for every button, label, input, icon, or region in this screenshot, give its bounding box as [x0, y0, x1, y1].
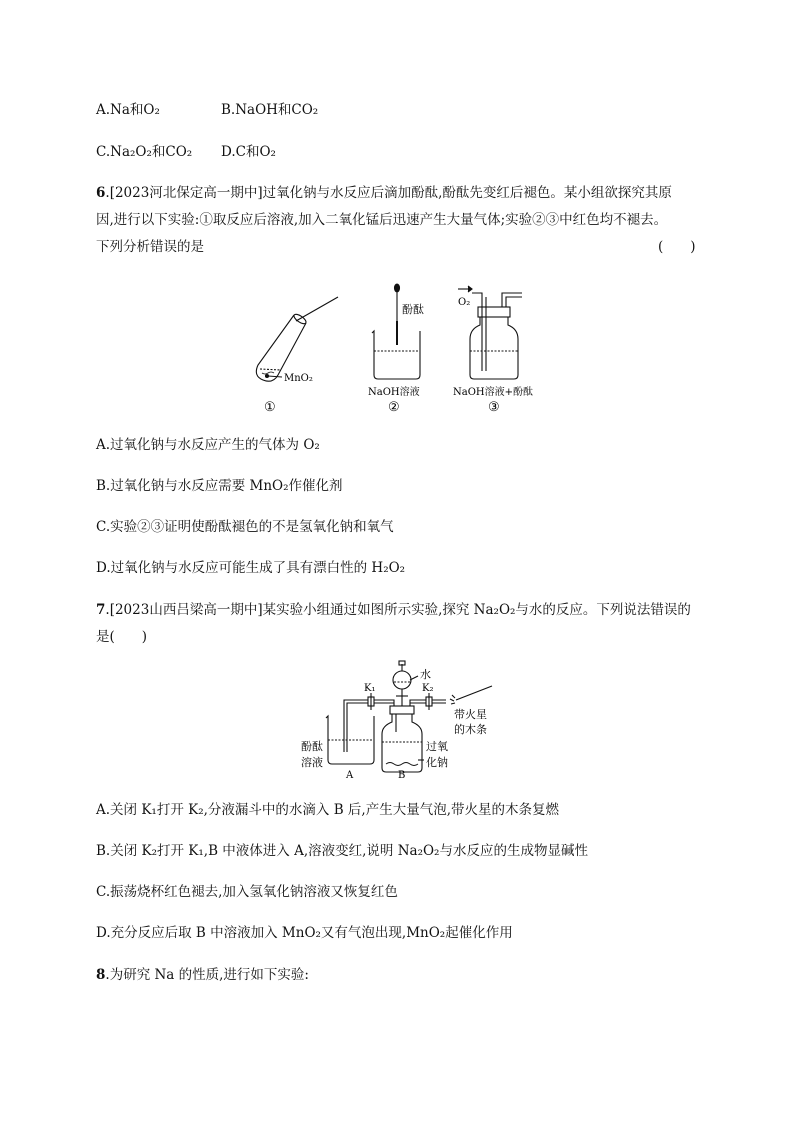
q6-option-d: D.过氧化钠与水反应可能生成了具有漂白性的 H₂O₂ — [96, 560, 406, 576]
q6-label-num1: ① — [264, 400, 276, 415]
q7-label-splint-2: 的木条 — [454, 723, 487, 736]
q5-option-c: C.Na₂O₂和CO₂ — [96, 144, 193, 160]
q6-source: .[2023河北保定高一期中] — [105, 185, 263, 201]
q5-option-a: A.Na和O₂ — [96, 102, 160, 118]
q7-label-water: 水 — [420, 668, 431, 681]
q7-option-c: C.振荡烧杯红色褪去,加入氢氧化钠溶液又恢复红色 — [96, 884, 398, 900]
q7-label-a: A — [346, 770, 354, 781]
q7-label-peroxide-2: 化钠 — [426, 756, 448, 769]
q6-option-a: A.过氧化钠与水反应产生的气体为 O₂ — [96, 437, 320, 453]
q5-option-d: D.C和O₂ — [221, 144, 276, 160]
q7-label-phenol-1: 酚酞 — [301, 740, 323, 753]
q6-label-num2: ② — [388, 400, 400, 415]
q6-label-naoh: NaOH溶液 — [368, 387, 420, 398]
q6-option-b: B.过氧化钠与水反应需要 MnO₂作催化剂 — [96, 478, 343, 494]
q7-figure — [298, 660, 498, 782]
q6-label-num3: ③ — [488, 400, 500, 415]
q6-label-naoh-phenol: NaOH溶液+酚酞 — [453, 387, 534, 398]
q6-label-phenol: 酚酞 — [402, 303, 424, 316]
q8-number: 8 — [96, 967, 106, 983]
q7-source: .[2023山西吕梁高一期中] — [105, 602, 263, 618]
q6-stem-line3: 下列分析错误的是 — [96, 239, 204, 255]
q6-stem-text: 过氧化钠与水反应后滴加酚酞,酚酞先变红后褪色。某小组欲探究其原 — [262, 185, 672, 201]
q7-number: 7 — [96, 602, 106, 618]
q6-option-c: C.实验②③证明使酚酞褪色的不是氢氧化钠和氧气 — [96, 519, 394, 535]
q6-label-mno2: MnO₂ — [284, 373, 313, 384]
q7-option-b: B.关闭 K₂打开 K₁,B 中液体进入 A,溶液变红,说明 Na₂O₂与水反应的生成物显碱性 — [96, 843, 588, 859]
q7-label-k1: K₁ — [364, 683, 376, 694]
q7-option-d: D.充分反应后取 B 中溶液加入 MnO₂又有气泡出现,MnO₂起催化作用 — [96, 925, 513, 941]
q7-label-b: B — [398, 770, 406, 781]
q7-stem-line1 — [96, 604, 691, 618]
q6-label-o2: O₂ — [458, 297, 471, 308]
q7-label-phenol-2: 溶液 — [301, 756, 323, 769]
q6-number: 6 — [96, 185, 106, 201]
q7-option-a: A.关闭 K₁打开 K₂,分液漏斗中的水滴入 B 后,产生大量气泡,带火星的木条复燃 — [96, 802, 559, 818]
q6-stem-line2: 因,进行以下实验:①取反应后溶液,加入二氧化锰后迅速产生大量气体;实验②③中红色均不褪去。 — [96, 212, 668, 228]
q5-option-b: B.NaOH和CO₂ — [221, 102, 319, 118]
q6-stem-line1 — [96, 187, 672, 201]
q7-label-peroxide-1: 过氧 — [426, 740, 448, 753]
q8-stem-text: .为研究 Na 的性质,进行如下实验: — [105, 967, 309, 983]
q7-label-k2: K₂ — [422, 683, 434, 694]
q6-test-tube-diagram — [256, 297, 338, 381]
q7-stem-text: 某实验小组通过如图所示实验,探究 Na₂O₂与水的反应。下列说法错误的 — [262, 602, 691, 618]
q6-beaker-diagram — [372, 284, 420, 379]
q7-stem-line2: 是( ) — [96, 629, 148, 645]
q6-figure — [250, 283, 550, 418]
q7-label-splint-1: 带火星 — [454, 708, 487, 721]
q6-answer-paren: ( ) — [658, 239, 696, 255]
q8-stem — [96, 969, 309, 983]
